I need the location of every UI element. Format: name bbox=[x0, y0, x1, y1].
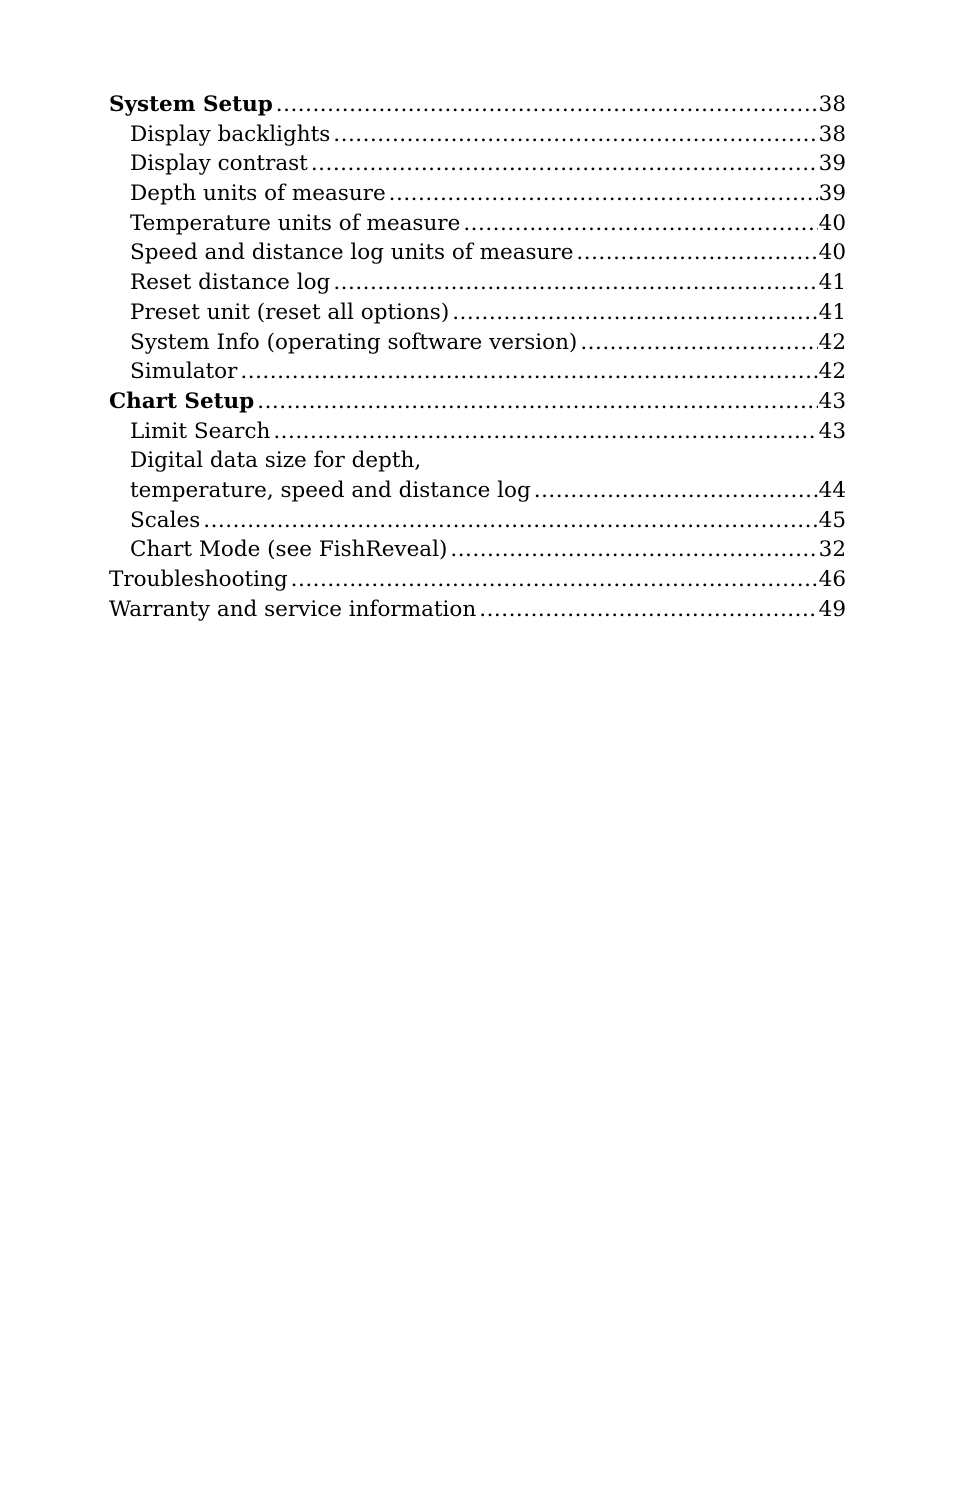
toc-entry-title: Troubleshooting bbox=[109, 567, 288, 592]
toc-dot-leader bbox=[534, 476, 818, 506]
toc-dot-leader bbox=[389, 179, 818, 209]
toc-entry[interactable] bbox=[109, 90, 846, 120]
toc-entry-title: Speed and distance log units of measure bbox=[130, 240, 574, 266]
toc-entry[interactable] bbox=[109, 298, 846, 328]
toc-entry-title: Display contrast bbox=[130, 151, 308, 177]
toc-page-number: 40 bbox=[818, 210, 846, 236]
toc-entry-title: Limit Search bbox=[130, 418, 271, 444]
toc-page-number: 46 bbox=[818, 567, 846, 592]
toc-dot-leader bbox=[452, 298, 817, 328]
toc-entry[interactable] bbox=[109, 209, 846, 239]
toc-dot-leader bbox=[576, 238, 817, 268]
toc-dot-leader bbox=[257, 387, 817, 417]
table-of-contents bbox=[109, 90, 846, 624]
toc-page-number: 41 bbox=[818, 270, 846, 296]
toc-entry[interactable] bbox=[109, 535, 846, 565]
toc-entry-title: Display backlights bbox=[130, 121, 331, 147]
toc-entry-title: System Info (operating software version) bbox=[130, 329, 578, 355]
toc-dot-leader bbox=[479, 595, 817, 625]
toc-entry[interactable] bbox=[109, 476, 846, 506]
toc-entry-title: temperature, speed and distance log bbox=[130, 477, 531, 503]
toc-dot-leader bbox=[240, 357, 817, 387]
toc-entry[interactable] bbox=[109, 595, 846, 625]
toc-page-number: 42 bbox=[818, 359, 846, 385]
toc-entry[interactable] bbox=[109, 120, 846, 150]
toc-entry-title: Reset distance log bbox=[130, 270, 331, 296]
toc-entry[interactable] bbox=[109, 238, 846, 268]
toc-page-number: 43 bbox=[818, 418, 846, 444]
toc-entry[interactable] bbox=[109, 565, 846, 595]
toc-dot-leader bbox=[463, 209, 817, 239]
toc-page-number: 38 bbox=[818, 121, 846, 147]
toc-entry[interactable] bbox=[109, 357, 846, 387]
toc-entry-title: Chart Mode (see FishReveal) bbox=[130, 537, 448, 563]
toc-page-number: 45 bbox=[818, 507, 846, 533]
toc-dot-leader bbox=[450, 535, 817, 565]
toc-page-number: 44 bbox=[818, 477, 846, 503]
toc-page-number: 42 bbox=[818, 329, 846, 355]
toc-page-number: 49 bbox=[818, 596, 846, 622]
toc-entry[interactable] bbox=[109, 417, 846, 447]
toc-page-number: 38 bbox=[818, 92, 846, 117]
toc-entry[interactable] bbox=[109, 506, 846, 536]
toc-entry[interactable] bbox=[109, 387, 846, 417]
toc-dot-leader bbox=[311, 149, 818, 179]
toc-page-number: 39 bbox=[818, 181, 846, 207]
toc-entry-title: System Setup bbox=[109, 92, 273, 117]
toc-entry-title: Preset unit (reset all options) bbox=[130, 299, 450, 325]
toc-entry-title: Simulator bbox=[130, 359, 238, 385]
toc-entry[interactable] bbox=[109, 328, 846, 358]
toc-entry[interactable] bbox=[109, 268, 846, 298]
toc-page-number: 43 bbox=[818, 388, 846, 414]
toc-entry-title: Warranty and service information bbox=[109, 596, 477, 622]
toc-entry-title: Digital data size for depth, bbox=[130, 448, 422, 474]
toc-page-number: 39 bbox=[818, 151, 846, 177]
toc-entry-title: Chart Setup bbox=[109, 388, 255, 414]
toc-page-number: 40 bbox=[818, 240, 846, 266]
toc-entry-title: Depth units of measure bbox=[130, 181, 386, 207]
toc-entry-title: Scales bbox=[130, 507, 201, 533]
toc-dot-leader bbox=[333, 120, 817, 150]
toc-entry[interactable] bbox=[109, 446, 846, 476]
toc-dot-leader bbox=[580, 328, 817, 358]
toc-dot-leader bbox=[291, 565, 818, 595]
toc-entry[interactable] bbox=[109, 149, 846, 179]
toc-page-number: 32 bbox=[818, 537, 846, 563]
toc-dot-leader bbox=[203, 506, 817, 536]
toc-dot-leader bbox=[276, 90, 818, 120]
toc-entry[interactable] bbox=[109, 179, 846, 209]
toc-page-number: 41 bbox=[818, 299, 846, 325]
toc-dot-leader bbox=[273, 417, 817, 447]
toc-dot-leader bbox=[333, 268, 817, 298]
toc-entry-title: Temperature units of measure bbox=[130, 210, 461, 236]
